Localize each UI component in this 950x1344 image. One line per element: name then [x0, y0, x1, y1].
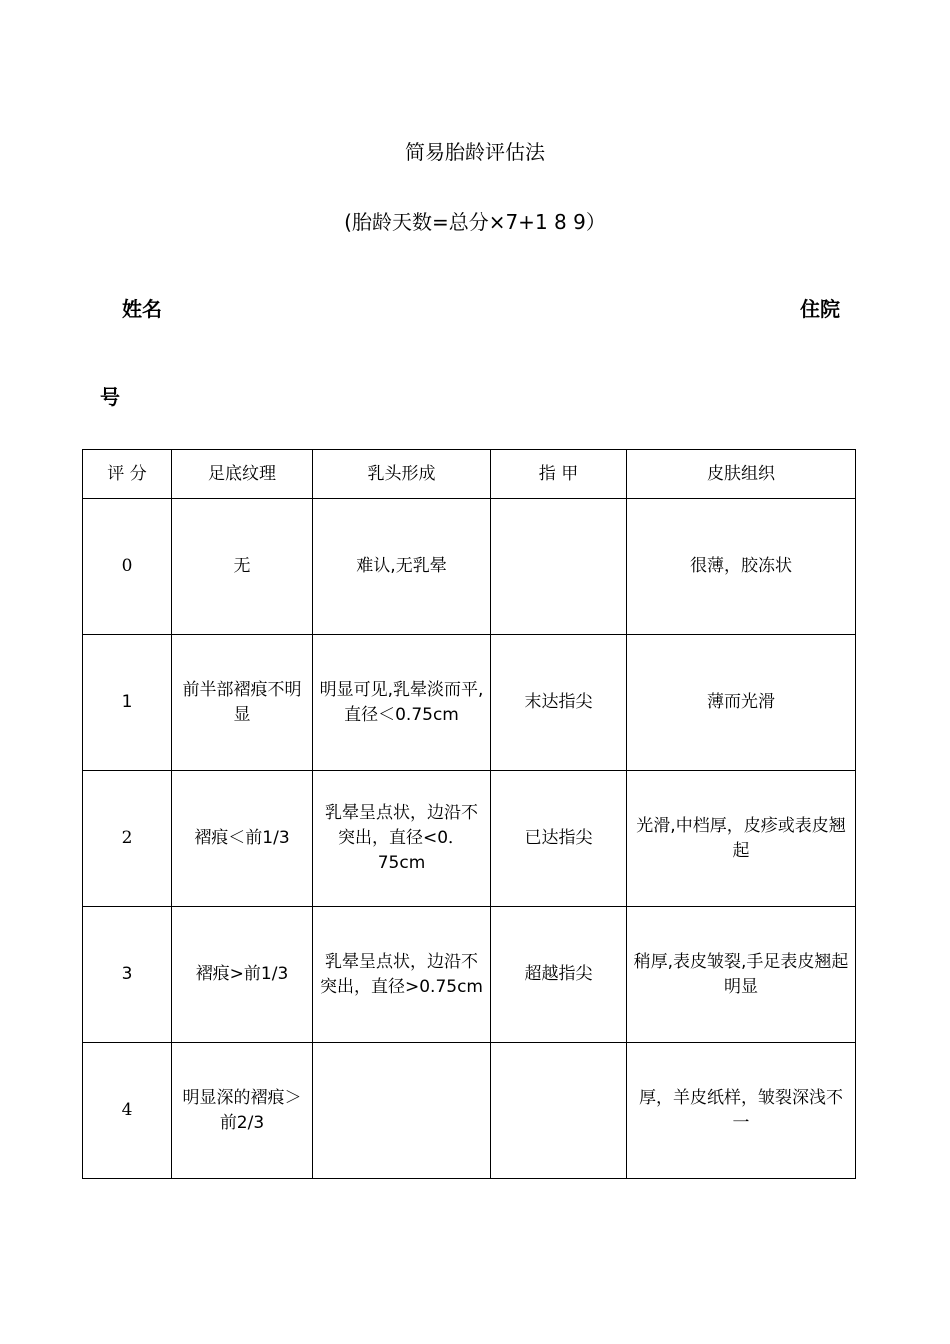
table-row — [83, 1043, 856, 1179]
score-cell: 1 — [83, 635, 172, 771]
sole-cell: 明显深的褶痕＞前2/3 — [172, 1043, 313, 1179]
table-row — [83, 907, 856, 1043]
gestational-age-score-table — [82, 449, 856, 1179]
score-cell: 2 — [83, 771, 172, 907]
header-nails: 指 甲 — [491, 450, 627, 499]
sole-cell: 褶痕>前1/3 — [172, 907, 313, 1043]
nipple-cell: 乳晕呈点状，边沿不突出，直径>0.75cm — [313, 907, 491, 1043]
table-row — [83, 499, 856, 635]
skin-cell: 光滑,中档厚，皮疹或表皮翘起 — [627, 771, 856, 907]
score-cell: 0 — [83, 499, 172, 635]
header-skin-texture: 皮肤组织 — [627, 450, 856, 499]
nail-cell — [491, 499, 627, 635]
inpatient-label: 住院 — [800, 297, 840, 321]
sole-cell: 无 — [172, 499, 313, 635]
nipple-cell: 乳晕呈点状，边沿不突出，直径<0．75cm — [313, 771, 491, 907]
sole-cell: 褶痕＜前1/3 — [172, 771, 313, 907]
header-score: 评 分 — [83, 450, 172, 499]
nipple-cell: 明显可见,乳晕淡而平,直径＜0.75cm — [313, 635, 491, 771]
nail-cell: 已达指尖 — [491, 771, 627, 907]
nipple-cell — [313, 1043, 491, 1179]
nipple-cell: 难认,无乳晕 — [313, 499, 491, 635]
table-row — [83, 635, 856, 771]
skin-cell: 厚，羊皮纸样，皱裂深浅不一 — [627, 1043, 856, 1179]
nail-cell: 末达指尖 — [491, 635, 627, 771]
score-cell: 4 — [83, 1043, 172, 1179]
name-label: 姓名 — [122, 297, 162, 321]
table-header-row — [83, 450, 856, 499]
score-cell: 3 — [83, 907, 172, 1043]
skin-cell: 薄而光滑 — [627, 635, 856, 771]
nail-cell: 超越指尖 — [491, 907, 627, 1043]
sole-cell: 前半部褶痕不明显 — [172, 635, 313, 771]
formula-line: (胎龄天数=总分×7+1 8 9） — [344, 210, 606, 234]
inpatient-number-label: 号 — [100, 385, 120, 409]
document-title: 简易胎龄评估法 — [405, 140, 545, 164]
skin-cell: 很薄，胶冻状 — [627, 499, 856, 635]
nail-cell — [491, 1043, 627, 1179]
table-row — [83, 771, 856, 907]
skin-cell: 稍厚,表皮皱裂,手足表皮翘起明显 — [627, 907, 856, 1043]
header-nipple-formation: 乳头形成 — [313, 450, 491, 499]
header-sole-creases: 足底纹理 — [172, 450, 313, 499]
